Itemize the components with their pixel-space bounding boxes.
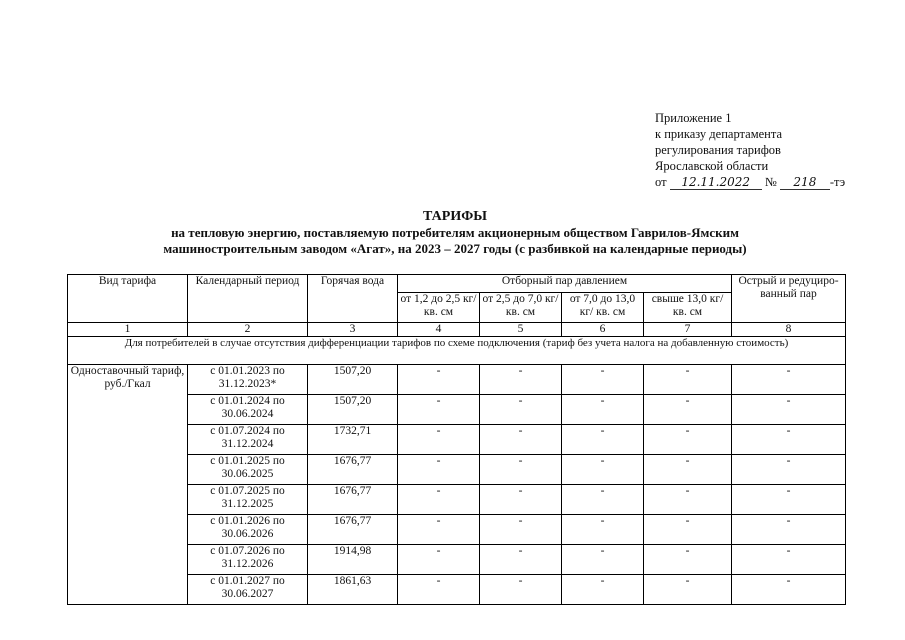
header-steam-3: от 7,0 до 13,0 кг/ кв. см — [562, 293, 644, 323]
steam-2-value: - — [480, 545, 562, 575]
period-cell: с 01.01.2025 по 30.06.2025 — [188, 455, 308, 485]
hot-water-value: 1507,20 — [308, 395, 398, 425]
period-cell: с 01.01.2026 по 30.06.2026 — [188, 515, 308, 545]
appendix-line: Ярославской области — [655, 159, 769, 173]
header-sharp-steam: Острый и редуциро-ванный пар — [732, 275, 846, 323]
sharp-steam-value: - — [732, 515, 846, 545]
appendix-block — [655, 110, 875, 190]
header-tariff-type: Вид тарифа — [68, 275, 188, 323]
hot-water-value: 1914,98 — [308, 545, 398, 575]
hot-water-value: 1861,63 — [308, 575, 398, 605]
period-cell: с 01.07.2024 по 31.12.2024 — [188, 425, 308, 455]
column-number: 2 — [188, 323, 308, 337]
steam-1-value: - — [398, 485, 480, 515]
steam-2-value: - — [480, 485, 562, 515]
sharp-steam-value: - — [732, 365, 846, 395]
steam-2-value: - — [480, 575, 562, 605]
appendix-line: регулирования тарифов — [655, 143, 781, 157]
column-number: 1 — [68, 323, 188, 337]
steam-3-value: - — [562, 545, 644, 575]
period-cell: с 01.07.2026 по 31.12.2026 — [188, 545, 308, 575]
period-cell: с 01.07.2025 по 31.12.2025 — [188, 485, 308, 515]
steam-4-value: - — [644, 575, 732, 605]
header-steam-2: от 2,5 до 7,0 кг/ кв. см — [480, 293, 562, 323]
steam-3-value: - — [562, 575, 644, 605]
sharp-steam-value: - — [732, 545, 846, 575]
sharp-steam-value: - — [732, 425, 846, 455]
steam-4-value: - — [644, 365, 732, 395]
tariff-name: Одноставочный тариф, руб./Гкал — [68, 365, 188, 605]
steam-3-value: - — [562, 425, 644, 455]
section-note: Для потребителей в случае отсутствия дифференциации тарифов по схеме подключения (тариф без учета налога на добавленную стоимость) — [68, 337, 846, 365]
steam-4-value: - — [644, 455, 732, 485]
sharp-steam-value: - — [732, 575, 846, 605]
steam-2-value: - — [480, 425, 562, 455]
steam-4-value: - — [644, 395, 732, 425]
column-number: 6 — [562, 323, 644, 337]
steam-4-value: - — [644, 425, 732, 455]
steam-4-value: - — [644, 545, 732, 575]
header-hot-water: Горячая вода — [308, 275, 398, 323]
header-steam-4: свыше 13,0 кг/ кв. см — [644, 293, 732, 323]
header-period: Календарный период — [188, 275, 308, 323]
tariff-table — [67, 274, 846, 605]
steam-1-value: - — [398, 545, 480, 575]
steam-3-value: - — [562, 485, 644, 515]
sharp-steam-value: - — [732, 455, 846, 485]
steam-1-value: - — [398, 455, 480, 485]
hot-water-value: 1507,20 — [308, 365, 398, 395]
period-cell: с 01.01.2024 по 30.06.2024 — [188, 395, 308, 425]
hot-water-value: 1732,71 — [308, 425, 398, 455]
order-date-number-line — [655, 174, 875, 190]
number-suffix: -тэ — [829, 175, 846, 189]
column-number: 5 — [480, 323, 562, 337]
sharp-steam-value: - — [732, 395, 846, 425]
hot-water-value: 1676,77 — [308, 455, 398, 485]
table-row — [68, 365, 846, 395]
column-number: 7 — [644, 323, 732, 337]
steam-2-value: - — [480, 365, 562, 395]
steam-1-value: - — [398, 425, 480, 455]
steam-4-value: - — [644, 485, 732, 515]
steam-3-value: - — [562, 455, 644, 485]
column-number: 8 — [732, 323, 846, 337]
steam-2-value: - — [480, 455, 562, 485]
header-steam-1: от 1,2 до 2,5 кг/ кв. см — [398, 293, 480, 323]
steam-1-value: - — [398, 365, 480, 395]
period-cell: с 01.01.2027 по 30.06.2027 — [188, 575, 308, 605]
steam-1-value: - — [398, 515, 480, 545]
steam-3-value: - — [562, 365, 644, 395]
column-number: 4 — [398, 323, 480, 337]
steam-2-value: - — [480, 395, 562, 425]
appendix-line: к приказу департамента — [655, 127, 783, 141]
number-prefix: № — [764, 175, 777, 189]
steam-3-value: - — [562, 395, 644, 425]
title-line: машиностроительным заводом «Агат», на 2023 – 2027 годы (с разбивкой на календарные периоды) — [163, 241, 747, 256]
hot-water-value: 1676,77 — [308, 485, 398, 515]
order-number: 218 — [780, 176, 830, 190]
column-number: 3 — [308, 323, 398, 337]
date-prefix: от — [655, 175, 667, 189]
sharp-steam-value: - — [732, 485, 846, 515]
steam-1-value: - — [398, 395, 480, 425]
header-row — [68, 275, 846, 293]
steam-2-value: - — [480, 515, 562, 545]
order-date: 12.11.2022 — [670, 176, 762, 190]
appendix-line: Приложение 1 — [655, 111, 732, 125]
hot-water-value: 1676,77 — [308, 515, 398, 545]
title-line: на тепловую энергию, поставляемую потребителям акционерным обществом Гаврилов-Ямским — [171, 225, 739, 240]
document-title — [80, 209, 830, 257]
column-number-row — [68, 323, 846, 337]
steam-4-value: - — [644, 515, 732, 545]
header-steam-group: Отборный пар давлением — [398, 275, 732, 293]
title-main: ТАРИФЫ — [423, 209, 487, 224]
section-note-row — [68, 337, 846, 365]
steam-3-value: - — [562, 515, 644, 545]
steam-1-value: - — [398, 575, 480, 605]
period-cell: с 01.01.2023 по 31.12.2023* — [188, 365, 308, 395]
